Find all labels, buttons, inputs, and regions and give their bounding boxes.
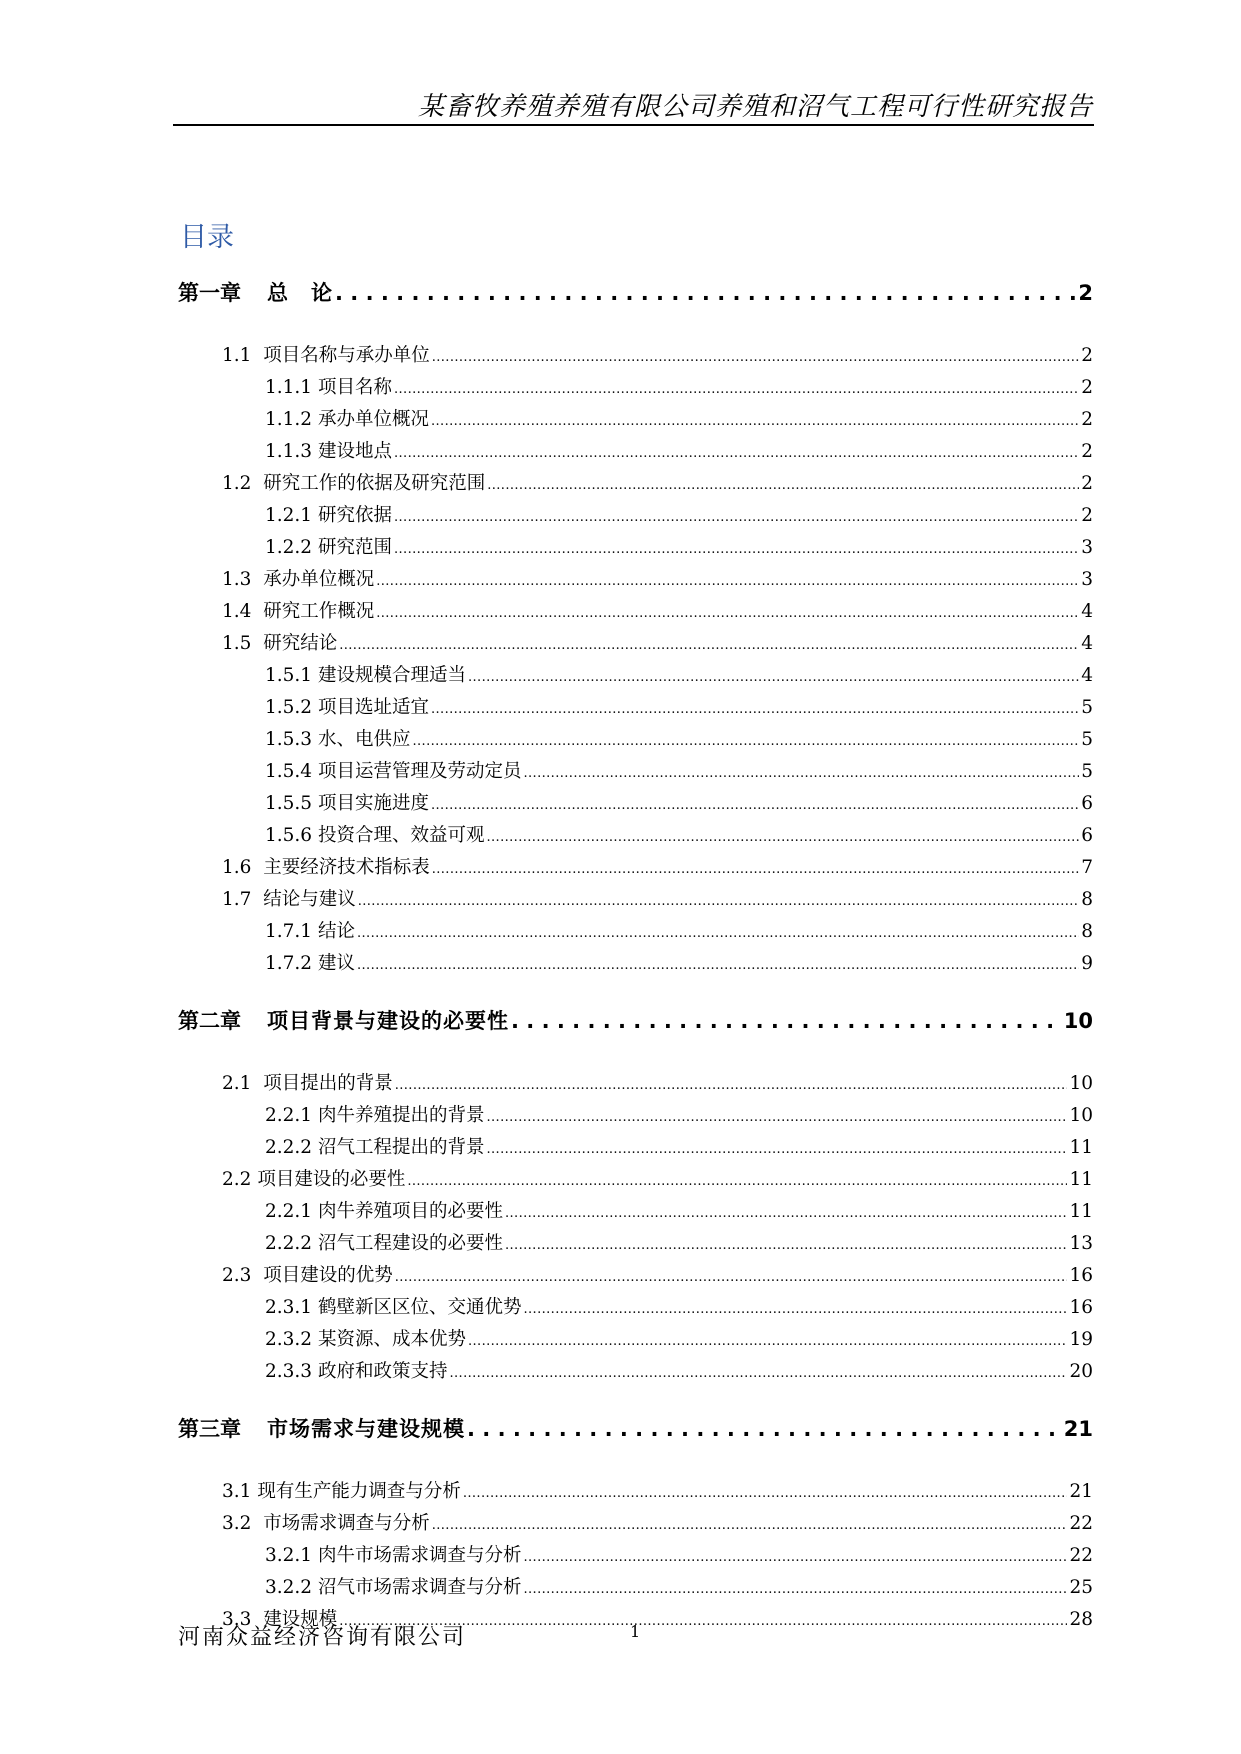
- toc-entry-number: 1.6: [222, 857, 252, 878]
- toc-entry-page: 11: [1069, 1201, 1093, 1222]
- toc-dot-leader: [505, 1201, 1067, 1222]
- toc-entry[interactable]: [265, 1357, 1093, 1383]
- toc-entry-page: 10: [1069, 1105, 1093, 1126]
- toc-entry-label: [265, 1133, 484, 1159]
- toc-entry[interactable]: [222, 341, 1093, 367]
- toc-entry-title: 肉牛养殖提出的背景: [317, 1105, 485, 1126]
- toc-entry-label: [178, 1413, 465, 1443]
- toc-entry-number: 2.3: [222, 1265, 252, 1286]
- toc-entry-title: 结论: [317, 921, 355, 942]
- toc-entry-title: 投资合理、效益可观: [317, 825, 485, 846]
- toc-entry[interactable]: [265, 501, 1093, 527]
- toc-entry-number: 第三章: [178, 1417, 241, 1441]
- toc-entry[interactable]: [265, 725, 1093, 751]
- toc-entry-page: 11: [1069, 1169, 1093, 1190]
- toc-entry-page: 3: [1081, 537, 1093, 558]
- header-rule: [173, 124, 1094, 126]
- toc-dot-leader: [376, 569, 1079, 590]
- toc-entry-page: 5: [1081, 761, 1093, 782]
- toc-entry-title: 研究工作的依据及研究范围: [263, 473, 486, 494]
- toc-entry[interactable]: [222, 853, 1093, 879]
- toc-dot-leader: [432, 345, 1080, 366]
- toc-entry-page: 22: [1069, 1513, 1093, 1534]
- toc-dot-leader: [357, 953, 1079, 974]
- toc-entry-label: [265, 1573, 521, 1599]
- toc-entry-label: [265, 1357, 447, 1383]
- toc-entry-number: 1.4: [222, 601, 252, 622]
- toc-entry-label: [265, 1325, 466, 1351]
- toc-entry-title: 结论与建议: [263, 889, 356, 910]
- toc-entry-number: 2.3.3: [265, 1361, 313, 1382]
- toc-entry-page: 6: [1081, 793, 1093, 814]
- toc-entry-label: [265, 693, 429, 719]
- toc-dot-leader: [357, 921, 1079, 942]
- toc-entry-number: 1.5.5: [265, 793, 313, 814]
- toc-entry[interactable]: [265, 1573, 1093, 1599]
- toc-dot-leader: [412, 729, 1079, 750]
- toc-dot-leader: [487, 473, 1079, 494]
- footer-company: 河南众益经济咨询有限公司: [178, 1625, 467, 1650]
- toc-entry-title: 研究依据: [317, 505, 392, 526]
- toc-entry-label: [265, 1541, 521, 1567]
- toc-entry-title: 水、电供应: [317, 729, 411, 750]
- toc-entry-number: 1.5.2: [265, 697, 313, 718]
- toc-entry-label: [222, 1509, 430, 1535]
- toc-entry[interactable]: [222, 1477, 1093, 1503]
- toc-entry-number: 3.3: [222, 1609, 252, 1630]
- toc-entry-number: 1.7.1: [265, 921, 313, 942]
- toc-chapter-entry[interactable]: [178, 277, 1093, 307]
- toc-dot-leader: [394, 505, 1079, 526]
- toc-dot-leader: [511, 1009, 1062, 1033]
- toc-dot-leader: [523, 761, 1079, 782]
- toc-entry-title: 沼气工程建设的必要性: [317, 1233, 503, 1254]
- toc-dot-leader: [523, 1577, 1067, 1598]
- toc-entry-title: 项目运营管理及劳动定员: [317, 761, 522, 782]
- toc-dot-leader: [486, 1105, 1067, 1126]
- toc-entry[interactable]: [265, 789, 1093, 815]
- toc-entry-page: 6: [1081, 825, 1093, 846]
- toc-entry-page: 2: [1081, 409, 1093, 430]
- toc-entry[interactable]: [265, 1133, 1093, 1159]
- toc-entry-page: 21: [1063, 1417, 1093, 1441]
- toc-entry-label: [265, 1229, 503, 1255]
- toc-entry-title: 研究工作概况: [263, 601, 375, 622]
- toc-dot-leader: [395, 1265, 1068, 1286]
- toc-entry[interactable]: [265, 1293, 1093, 1319]
- toc-entry-title: 项目背景与建设的必要性: [267, 1009, 509, 1033]
- toc-entry-title: 现有生产能力调查与分析: [257, 1481, 461, 1502]
- toc-entry-title: 建设规模: [263, 1609, 338, 1630]
- toc-entry-title: 承办单位概况: [263, 569, 375, 590]
- toc-dot-leader: [431, 793, 1079, 814]
- toc-entry-label: [222, 853, 430, 879]
- toc-entry-number: 1.1: [222, 345, 252, 366]
- toc-entry-label: [265, 661, 466, 687]
- toc-entry[interactable]: [265, 693, 1093, 719]
- toc-chapter-entry[interactable]: [178, 1413, 1093, 1443]
- running-header-title: 某畜牧养殖养殖有限公司养殖和沼气工程可行性研究报告: [417, 92, 1093, 122]
- toc-entry-page: 5: [1081, 729, 1093, 750]
- toc-entry-number: 2.2.1: [265, 1201, 313, 1222]
- toc-entry-label: [222, 1477, 461, 1503]
- toc-dot-leader: [432, 1513, 1068, 1534]
- toc-entry-label: [265, 373, 392, 399]
- toc-entry-number: 2.2.1: [265, 1105, 313, 1126]
- toc-entry-title: 市场需求与建设规模: [267, 1417, 465, 1441]
- toc-entry-number: 2.2.2: [265, 1137, 313, 1158]
- toc-entry-label: [265, 533, 392, 559]
- toc-entry-page: 2: [1081, 473, 1093, 494]
- toc-entry-label: [265, 1101, 484, 1127]
- toc-entry-title: 建设规模合理适当: [317, 665, 466, 686]
- toc-entry[interactable]: [265, 949, 1093, 975]
- toc-dot-leader: [395, 1073, 1068, 1094]
- toc-dot-leader: [523, 1297, 1067, 1318]
- toc-entry-label: [222, 597, 374, 623]
- toc-dot-leader: [335, 281, 1076, 305]
- toc-entry[interactable]: [265, 917, 1093, 943]
- toc-entry-label: [265, 1293, 521, 1319]
- toc-entry-page: 9: [1081, 953, 1093, 974]
- toc-entry[interactable]: [265, 821, 1093, 847]
- toc-entry-title: 项目建设的优势: [263, 1265, 393, 1286]
- toc-entry-number: 3.2.1: [265, 1545, 313, 1566]
- toc-entry[interactable]: [265, 437, 1093, 463]
- toc-entry-page: 13: [1069, 1233, 1093, 1254]
- toc-entry[interactable]: [265, 661, 1093, 687]
- toc-entry-title: 项目选址适宜: [317, 697, 429, 718]
- toc-entry-number: 3.1: [222, 1481, 252, 1502]
- toc-dot-leader: [432, 857, 1080, 878]
- toc-entry-page: 22: [1069, 1545, 1093, 1566]
- toc-entry-title: 沼气工程提出的背景: [317, 1137, 485, 1158]
- toc-entry-page: 19: [1069, 1329, 1093, 1350]
- toc-entry-title: 建设地点: [317, 441, 392, 462]
- toc-dot-leader: [468, 665, 1079, 686]
- toc-entry-number: 1.2.1: [265, 505, 313, 526]
- toc-entry-label: [178, 1005, 509, 1035]
- toc-entry-page: 2: [1081, 377, 1093, 398]
- toc-dot-leader: [431, 409, 1079, 430]
- toc-entry-title: 项目提出的背景: [263, 1073, 393, 1094]
- toc-entry-number: 3.2: [222, 1513, 252, 1534]
- toc-entry-label: [222, 629, 337, 655]
- toc-entry-number: 第一章: [178, 281, 241, 305]
- toc-entry-number: 1.1.2: [265, 409, 313, 430]
- toc-entry-page: 2: [1081, 345, 1093, 366]
- toc-dot-leader: [486, 1137, 1067, 1158]
- toc-entry-title: 市场需求调查与分析: [263, 1513, 430, 1534]
- toc-entry-title: 肉牛养殖项目的必要性: [317, 1201, 503, 1222]
- toc-entry-title: 肉牛市场需求调查与分析: [317, 1545, 522, 1566]
- toc-entry[interactable]: [265, 373, 1093, 399]
- toc-dot-leader: [394, 441, 1079, 462]
- toc-entry[interactable]: [222, 1261, 1093, 1287]
- toc-entry-number: 2.3.2: [265, 1329, 313, 1350]
- toc-entry-number: 1.5.3: [265, 729, 313, 750]
- toc-entry-label: [265, 949, 355, 975]
- toc-dot-leader: [523, 1545, 1067, 1566]
- toc-entry-number: 2.2: [222, 1169, 252, 1190]
- toc-entry-title: 研究结论: [263, 633, 338, 654]
- toc-entry-label: [222, 1165, 405, 1191]
- toc-entry[interactable]: [222, 565, 1093, 591]
- toc-entry-page: 11: [1069, 1137, 1093, 1158]
- toc-entry-number: 1.5.4: [265, 761, 313, 782]
- toc-heading: 目录: [180, 222, 234, 253]
- toc-entry-number: 1.1.3: [265, 441, 313, 462]
- toc-entry-number: 1.5.1: [265, 665, 313, 686]
- toc-entry-page: 16: [1069, 1265, 1093, 1286]
- toc-entry-page: 20: [1069, 1361, 1093, 1382]
- toc-entry[interactable]: [265, 1325, 1093, 1351]
- toc-entry-number: 1.1.1: [265, 377, 313, 398]
- toc-entry-title: 项目名称: [317, 377, 392, 398]
- toc-entry-number: 2.1: [222, 1073, 252, 1094]
- toc-entry-page: 4: [1081, 601, 1093, 622]
- toc-entry[interactable]: [265, 1197, 1093, 1223]
- toc-entry-label: [265, 757, 521, 783]
- toc-entry-page: 2: [1081, 505, 1093, 526]
- toc-dot-leader: [394, 377, 1079, 398]
- toc-entry[interactable]: [222, 1509, 1093, 1535]
- toc-dot-leader: [431, 697, 1079, 718]
- toc-dot-leader: [505, 1233, 1067, 1254]
- footer-page-number: 1: [630, 1622, 641, 1641]
- toc-entry-page: 2: [1081, 441, 1093, 462]
- toc-entry[interactable]: [222, 1165, 1093, 1191]
- toc-entry-number: 1.5: [222, 633, 252, 654]
- toc-dot-leader: [358, 889, 1080, 910]
- toc-entry-label: [222, 469, 485, 495]
- toc-entry-number: 2.2.2: [265, 1233, 313, 1254]
- toc-entry[interactable]: [265, 1101, 1093, 1127]
- toc-entry[interactable]: [265, 1541, 1093, 1567]
- toc-dot-leader: [467, 1417, 1062, 1441]
- toc-entry-label: [265, 821, 484, 847]
- toc-entry-number: 1.7.2: [265, 953, 313, 974]
- toc-dot-leader: [449, 1361, 1067, 1382]
- toc-entry-title: 研究范围: [317, 537, 392, 558]
- toc-entry-label: [222, 1261, 393, 1287]
- toc-entry-title: 总 论: [267, 281, 333, 305]
- toc-chapter-entry[interactable]: [178, 1005, 1093, 1035]
- toc-dot-leader: [468, 1329, 1067, 1350]
- toc-entry-number: 1.7: [222, 889, 252, 910]
- toc-dot-leader: [394, 537, 1079, 558]
- toc-entry-page: 8: [1081, 889, 1093, 910]
- toc-entry-page: 28: [1069, 1609, 1093, 1630]
- toc-dot-leader: [376, 601, 1079, 622]
- toc-entry-title: 项目名称与承办单位: [263, 345, 430, 366]
- toc-entry-page: 8: [1081, 921, 1093, 942]
- toc-entry-number: 3.2.2: [265, 1577, 313, 1598]
- toc-entry[interactable]: [222, 885, 1093, 911]
- toc-entry[interactable]: [222, 469, 1093, 495]
- toc-entry-title: 沼气市场需求调查与分析: [317, 1577, 522, 1598]
- toc-entry-title: 政府和政策支持: [317, 1361, 448, 1382]
- toc-entry-page: 5: [1081, 697, 1093, 718]
- toc-entry-number: 1.2: [222, 473, 252, 494]
- toc-entry-label: [222, 885, 356, 911]
- toc-entry-page: 25: [1069, 1577, 1093, 1598]
- toc-entry[interactable]: [265, 1229, 1093, 1255]
- toc-entry-page: 16: [1069, 1297, 1093, 1318]
- toc-dot-leader: [463, 1481, 1068, 1502]
- toc-entry-page: 4: [1081, 665, 1093, 686]
- toc-entry-number: 1.5.6: [265, 825, 313, 846]
- toc-entry[interactable]: [265, 757, 1093, 783]
- toc-entry-label: [265, 917, 355, 943]
- toc-entry-label: [178, 277, 333, 307]
- toc-entry-label: [222, 341, 430, 367]
- toc-entry-page: 2: [1078, 281, 1093, 305]
- toc-entry-title: 主要经济技术指标表: [263, 857, 430, 878]
- toc-dot-leader: [339, 633, 1079, 654]
- toc-entry-page: 7: [1081, 857, 1093, 878]
- toc-entry-title: 承办单位概况: [317, 409, 429, 430]
- toc-entry-title: 项目实施进度: [317, 793, 429, 814]
- toc-entry[interactable]: [222, 597, 1093, 623]
- toc-entry[interactable]: [222, 1069, 1093, 1095]
- toc-entry-number: 第二章: [178, 1009, 241, 1033]
- toc-dot-leader: [407, 1169, 1067, 1190]
- toc-entry-title: 建议: [317, 953, 355, 974]
- toc-entry-number: 2.3.1: [265, 1297, 313, 1318]
- toc-entry[interactable]: [265, 533, 1093, 559]
- toc-entry-page: 21: [1069, 1481, 1093, 1502]
- toc-entry-page: 4: [1081, 633, 1093, 654]
- toc-entry-label: [265, 1197, 503, 1223]
- toc-entry-title: 项目建设的必要性: [257, 1169, 406, 1190]
- toc-entry-label: [265, 405, 429, 431]
- toc-entry-label: [222, 1069, 393, 1095]
- toc-entry-label: [265, 501, 392, 527]
- toc-entry[interactable]: [265, 405, 1093, 431]
- toc-entry-label: [265, 437, 392, 463]
- toc-entry-page: 10: [1063, 1009, 1093, 1033]
- toc-entry[interactable]: [222, 629, 1093, 655]
- toc-entry-page: 3: [1081, 569, 1093, 590]
- toc-entry-label: [265, 725, 410, 751]
- toc-entry-page: 10: [1069, 1073, 1093, 1094]
- toc-entry-title: 某资源、成本优势: [317, 1329, 466, 1350]
- toc-entry-title: 鹤壁新区区位、交通优势: [317, 1297, 522, 1318]
- toc-entry-label: [222, 565, 374, 591]
- toc-entry-number: 1.2.2: [265, 537, 313, 558]
- toc-entry-number: 1.3: [222, 569, 252, 590]
- toc-entry-label: [265, 789, 429, 815]
- toc-dot-leader: [486, 825, 1079, 846]
